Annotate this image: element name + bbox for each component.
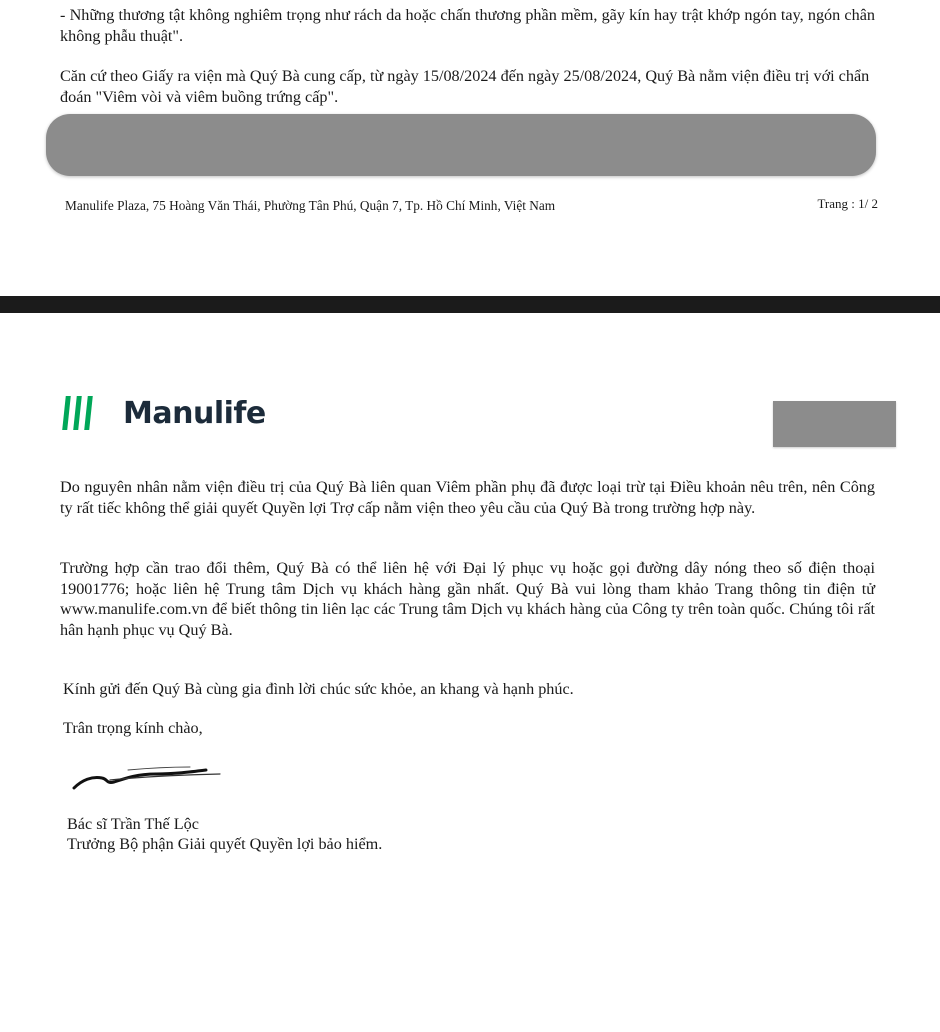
page-separator	[0, 296, 940, 313]
redacted-box	[773, 401, 896, 447]
paragraph-exclusion: Do nguyên nhân nằm viện điều trị của Quý Bà liên quan Viêm phần phụ đã được loại trừ tại Điều khoản nêu trên, nên Công ty rất tiếc không thể giải quyết Quyền lợi Trợ cấp nằm viện theo yêu cầu của Quý Bà trong trường hợp này.	[60, 478, 875, 517]
signer-name: Bác sĩ Trần Thế Lộc	[67, 815, 199, 833]
redacted-block	[46, 114, 876, 176]
footer-address: Manulife Plaza, 75 Hoàng Văn Thái, Phường Tân Phú, Quận 7, Tp. Hồ Chí Minh, Việt Nam	[65, 198, 556, 213]
closing-salutation: Trân trọng kính chào,	[63, 719, 203, 737]
paragraph-hospital-stay: Căn cứ theo Giấy ra viện mà Quý Bà cung cấp, từ ngày 15/08/2024 đến ngày 25/08/2024, Quý Bà nằm viện điều trị với chẩn đoán "Viêm vòi và viêm buồng trứng cấp".	[60, 67, 870, 106]
logo-wordmark: Manulife	[123, 395, 266, 431]
paragraph-wishes: Kính gửi đến Quý Bà cùng gia đình lời chúc sức khỏe, an khang và hạnh phúc.	[63, 680, 574, 698]
signature-image	[70, 756, 230, 801]
page-number: Trang : 1/ 2	[817, 196, 878, 211]
paragraph-contact: Trường hợp cần trao đổi thêm, Quý Bà có thể liên hệ với Đại lý phục vụ hoặc gọi đường dây nóng theo số điện thoại 19001776; hoặc liên hệ Trung tâm Dịch vụ khách hàng gần nhất. Quý Bà vui lòng tham khảo Trang thông tin điện tử www.manulife.com.vn để biết thông tin liên lạc các Trung tâm Dịch vụ khách hàng của Công ty trên toàn quốc. Chúng tôi rất hân hạnh phục vụ Quý Bà.	[60, 559, 875, 639]
manulife-logo	[64, 393, 266, 433]
letter-page-2	[0, 313, 940, 1032]
letter-page-1	[0, 0, 940, 296]
manulife-bars-icon	[64, 396, 91, 430]
paragraph-injury-clause: - Những thương tật không nghiêm trọng như rách da hoặc chấn thương phần mềm, gãy kín hay trật khớp ngón tay, ngón chân không phẫu thuật".	[60, 6, 875, 45]
signer-title: Trưởng Bộ phận Giải quyết Quyền lợi bảo hiểm.	[67, 835, 383, 853]
